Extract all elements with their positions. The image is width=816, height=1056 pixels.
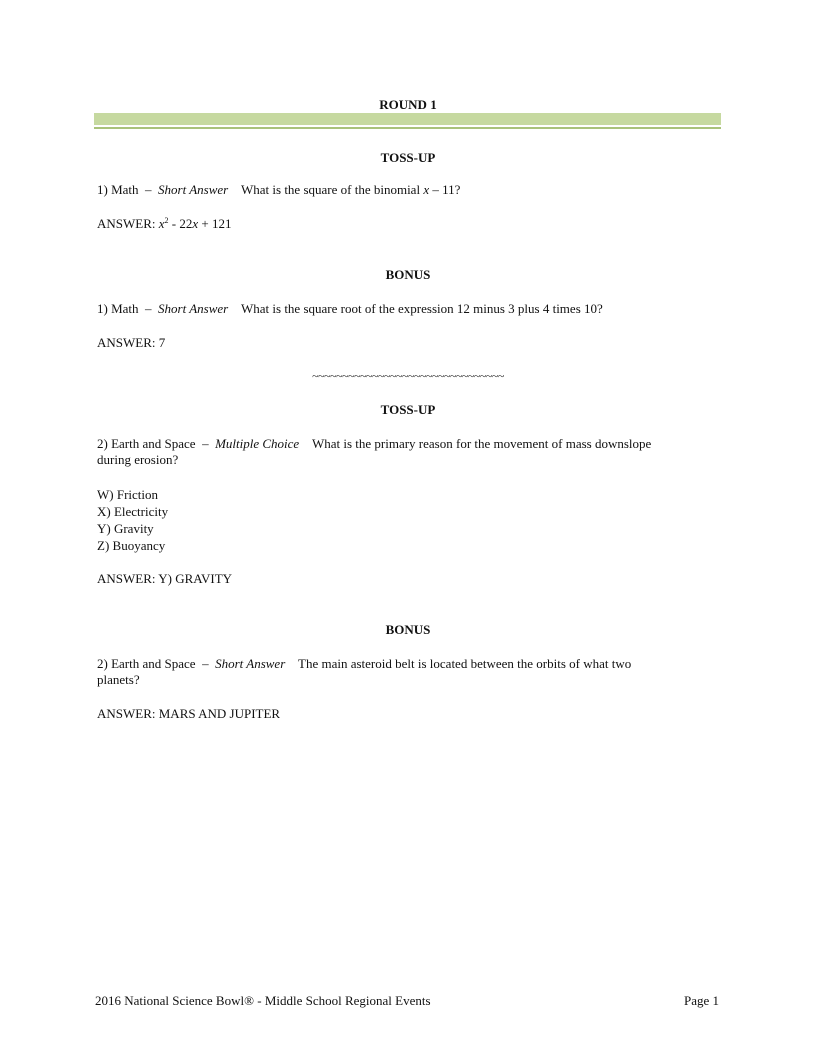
- choice-y: Y) Gravity: [97, 521, 154, 536]
- header-band-line: [94, 127, 721, 129]
- choice-z: Z) Buoyancy: [97, 538, 166, 553]
- bonus-heading: BONUS: [385, 622, 431, 637]
- footer-title: 2016 National Science Bowl® - Middle School Regional Events: [95, 993, 431, 1008]
- answer-text: ANSWER: MARS AND JUPITER: [97, 706, 281, 721]
- answer-text: ANSWER: $x^2 - 22x + 121$: [97, 216, 232, 231]
- question-text: 1) Math – Short Answer What is the square of the binomial x – 11?: [97, 182, 461, 197]
- question-text: 1) Math – Short Answer What is the square root of the expression 12 minus 3 plus 4 times 10?: [97, 301, 603, 316]
- question-text: 2) Earth and Space – Multiple Choice What is the primary reason for the movement of mass downslope: [97, 436, 652, 451]
- question-text-cont: planets?: [97, 672, 140, 687]
- choice-x: X) Electricity: [97, 504, 169, 519]
- round-title: ROUND 1: [379, 97, 437, 112]
- bonus-heading: BONUS: [385, 267, 431, 282]
- header-band: [94, 113, 721, 125]
- question-text: 2) Earth and Space – Short Answer The main asteroid belt is located between the orbits of what two: [97, 656, 632, 671]
- page-number: Page 1: [683, 993, 719, 1008]
- tossup-heading: TOSS-UP: [380, 402, 436, 417]
- answer-text: ANSWER: Y) GRAVITY: [97, 571, 233, 586]
- answer-text: ANSWER: 7: [97, 335, 166, 350]
- question-text-cont: during erosion?: [97, 452, 179, 467]
- tossup-heading: TOSS-UP: [380, 150, 436, 165]
- choice-w: W) Friction: [97, 487, 159, 502]
- separator: ~~~~~~~~~~~~~~~~~~~~~~~~~~~~~~~~: [312, 369, 504, 383]
